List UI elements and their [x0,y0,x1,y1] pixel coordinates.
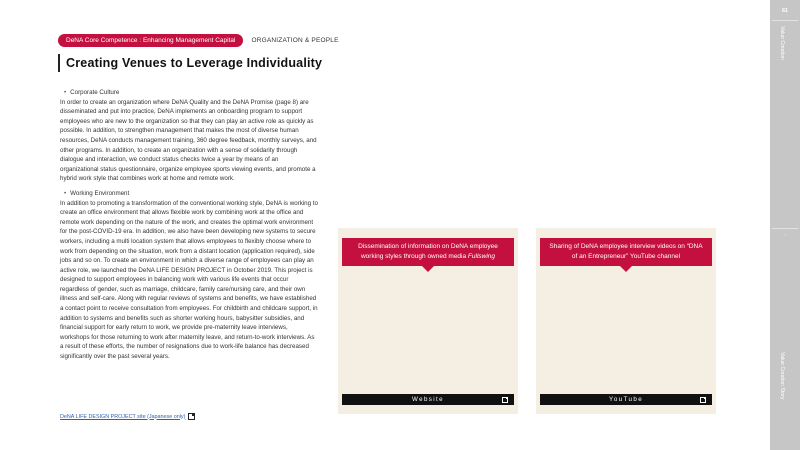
website-button[interactable] [342,394,514,405]
bullet-icon: • [64,89,67,96]
life-design-link[interactable] [60,413,195,420]
title-accent-bar [58,54,60,72]
sidebar-nav-value-creation-story[interactable]: Value Creation Story [779,352,785,400]
page-header [58,34,339,47]
sidebar-nav-value-creation[interactable]: Value Creation [779,26,785,60]
callout-text: Sharing of DeNA employee interview videos on “DNA of an Entrepreneur” YouTube channel [549,243,703,260]
external-link-icon [700,397,706,403]
sidebar-divider [772,20,798,21]
sidebar-marker-icon: ◦◦ [783,232,787,237]
life-design-link-text: DeNA LIFE DESIGN PROJECT site (Japanese only) [60,413,186,420]
page-title: Creating Venues to Leverage Individuality [66,56,323,70]
youtube-button[interactable] [540,394,712,405]
section-heading-working [60,189,318,199]
category-pill[interactable]: DeNA Core Competence : Enhancing Management Capital [58,34,243,47]
section-body-culture: In order to create an organization where DeNA Quality and the DeNA Promise (page 8) are disseminated and put into practice, DeNA implements an onboarding program to support employees who are new to the organization so that they can play an active role as quickly as possible. In addition, to strengthen management that makes the most of diverse human resources, DeNA conducts management training, 360 degree feedback, monthly surveys, and other programs. In addition, to create an organization with a sense of solidarity through dialogue and interaction, we conduct status checks twice a year by means of an organizational status questionnaire, organize employee sports viewing events, and promote a hybrid work style that combines work at home and remote work. [60,98,317,183]
media-callout-youtube [540,238,712,266]
website-button-label: Website [411,396,445,403]
bullet-icon: • [64,189,67,197]
sidebar [770,0,800,450]
callout-text: Dissemination of information on DeNA employee working styles through owned media [358,243,498,260]
section-heading-text: Working Environment [70,189,130,197]
media-callout-website [342,238,514,266]
sidebar-divider [772,228,798,229]
media-panel-website [338,228,518,414]
media-panel-youtube [536,228,716,414]
page-number: 61 [781,8,789,14]
section-label: ORGANIZATION & PEOPLE [251,37,339,44]
youtube-button-label: YouTube [608,396,644,403]
callout-italic: Fullswing [467,253,496,260]
section-heading-culture [60,88,318,98]
section-body-working: In addition to promoting a transformation of the conventional working style, DeNA is working to create an office environment that allows flexible work by combining work at the office and remote work depending on the nature of the work, and creates the optimal work environment for the post-COVID-19 era. In addition, we also have been developing new systems to secure workers, including a multi location system that allows employees to flexibly choose where to work from depending on the situation, work from a distant location (application required), side jobs and so on. To create an environment in which a diverse range of employees can play an active role, we launched the DeNA LIFE DESIGN PROJECT in October 2019. This project is designed to support employees in balancing work with various life events that occur regardless of gender, such as marriage, childcare, family care/nursing care, and their own illness and self-care. Along with regular reviews of systems and benefits, we have established a contact point to receive consultation from employees. For childbirth and childcare support, in addition to systems and benefits such as shorter working hours, babysitter subsidies, and financial support for early return to work, we provide pre-maternity leave interviews, workshops for those returning to work after maternity leave, and return-to-work interviews. As a result of these efforts, the number of resignations due to work-life balance has decreased significantly over the past several years. [60,199,318,361]
section-heading-text: Corporate Culture [70,89,120,96]
main-content [60,88,318,362]
external-link-icon [502,397,508,403]
external-link-icon [188,413,195,420]
title-block [58,54,322,72]
